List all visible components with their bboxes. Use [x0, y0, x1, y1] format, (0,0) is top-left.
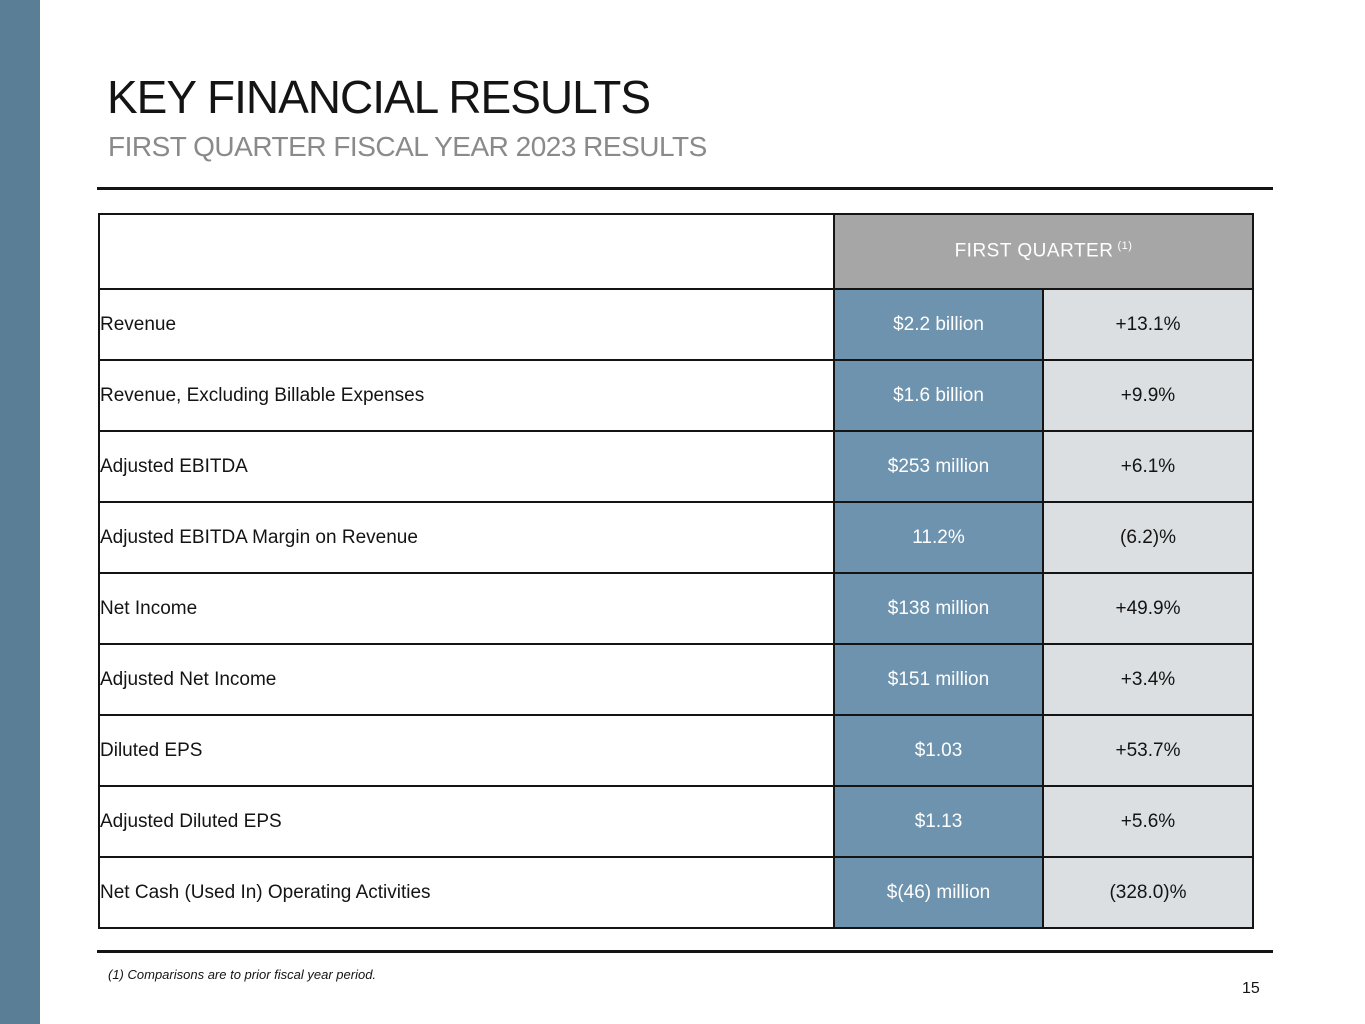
metric-value-cell: $1.13 [834, 786, 1043, 857]
first-quarter-header-label: FIRST QUARTER [954, 240, 1114, 262]
table-row [99, 715, 1253, 786]
metric-value-cell: $1.6 billion [834, 360, 1043, 431]
first-quarter-header [834, 214, 1253, 289]
metric-value-cell: $253 million [834, 431, 1043, 502]
page-subtitle: FIRST QUARTER FISCAL YEAR 2023 RESULTS [108, 131, 707, 162]
metric-change-cell: +3.4% [1043, 644, 1253, 715]
metric-change-cell: +9.9% [1043, 360, 1253, 431]
metric-label-cell: Diluted EPS [99, 715, 834, 786]
table-row [99, 289, 1253, 360]
metric-change-cell: +6.1% [1043, 431, 1253, 502]
table-row [99, 857, 1253, 928]
metric-label-cell: Revenue, Excluding Billable Expenses [99, 360, 834, 431]
metric-label-cell: Adjusted EBITDA [99, 431, 834, 502]
metric-change-cell: +53.7% [1043, 715, 1253, 786]
bottom-divider-line [97, 950, 1273, 953]
footnote-text: (1) Comparisons are to prior fiscal year period. [108, 967, 377, 982]
metric-value-cell: $1.03 [834, 715, 1043, 786]
page-title: KEY FINANCIAL RESULTS [107, 71, 651, 123]
metric-value-cell: $(46) million [834, 857, 1043, 928]
footnote-superscript: (1) [1117, 240, 1133, 253]
table-row [99, 573, 1253, 644]
metric-label-cell: Net Cash (Used In) Operating Activities [99, 857, 834, 928]
metric-value-cell: $2.2 billion [834, 289, 1043, 360]
header-spacer-cell [99, 214, 834, 289]
left-accent-bar [0, 0, 40, 1024]
top-divider-line [97, 187, 1273, 190]
table-header-row [99, 214, 1253, 289]
financial-results-table [98, 213, 1254, 929]
table-row [99, 502, 1253, 573]
metric-label-cell: Adjusted Net Income [99, 644, 834, 715]
table-row [99, 431, 1253, 502]
metric-label-cell: Adjusted EBITDA Margin on Revenue [99, 502, 834, 573]
metric-label-cell: Revenue [99, 289, 834, 360]
metric-value-cell: $151 million [834, 644, 1043, 715]
table-row [99, 644, 1253, 715]
metric-change-cell: +49.9% [1043, 573, 1253, 644]
metric-label-cell: Adjusted Diluted EPS [99, 786, 834, 857]
metric-change-cell: (6.2)% [1043, 502, 1253, 573]
metric-value-cell: $138 million [834, 573, 1043, 644]
page-number: 15 [1242, 980, 1260, 997]
metric-change-cell: +5.6% [1043, 786, 1253, 857]
table-row [99, 360, 1253, 431]
metric-change-cell: +13.1% [1043, 289, 1253, 360]
metric-value-cell: 11.2% [834, 502, 1043, 573]
metric-change-cell: (328.0)% [1043, 857, 1253, 928]
metric-label-cell: Net Income [99, 573, 834, 644]
table-row [99, 786, 1253, 857]
